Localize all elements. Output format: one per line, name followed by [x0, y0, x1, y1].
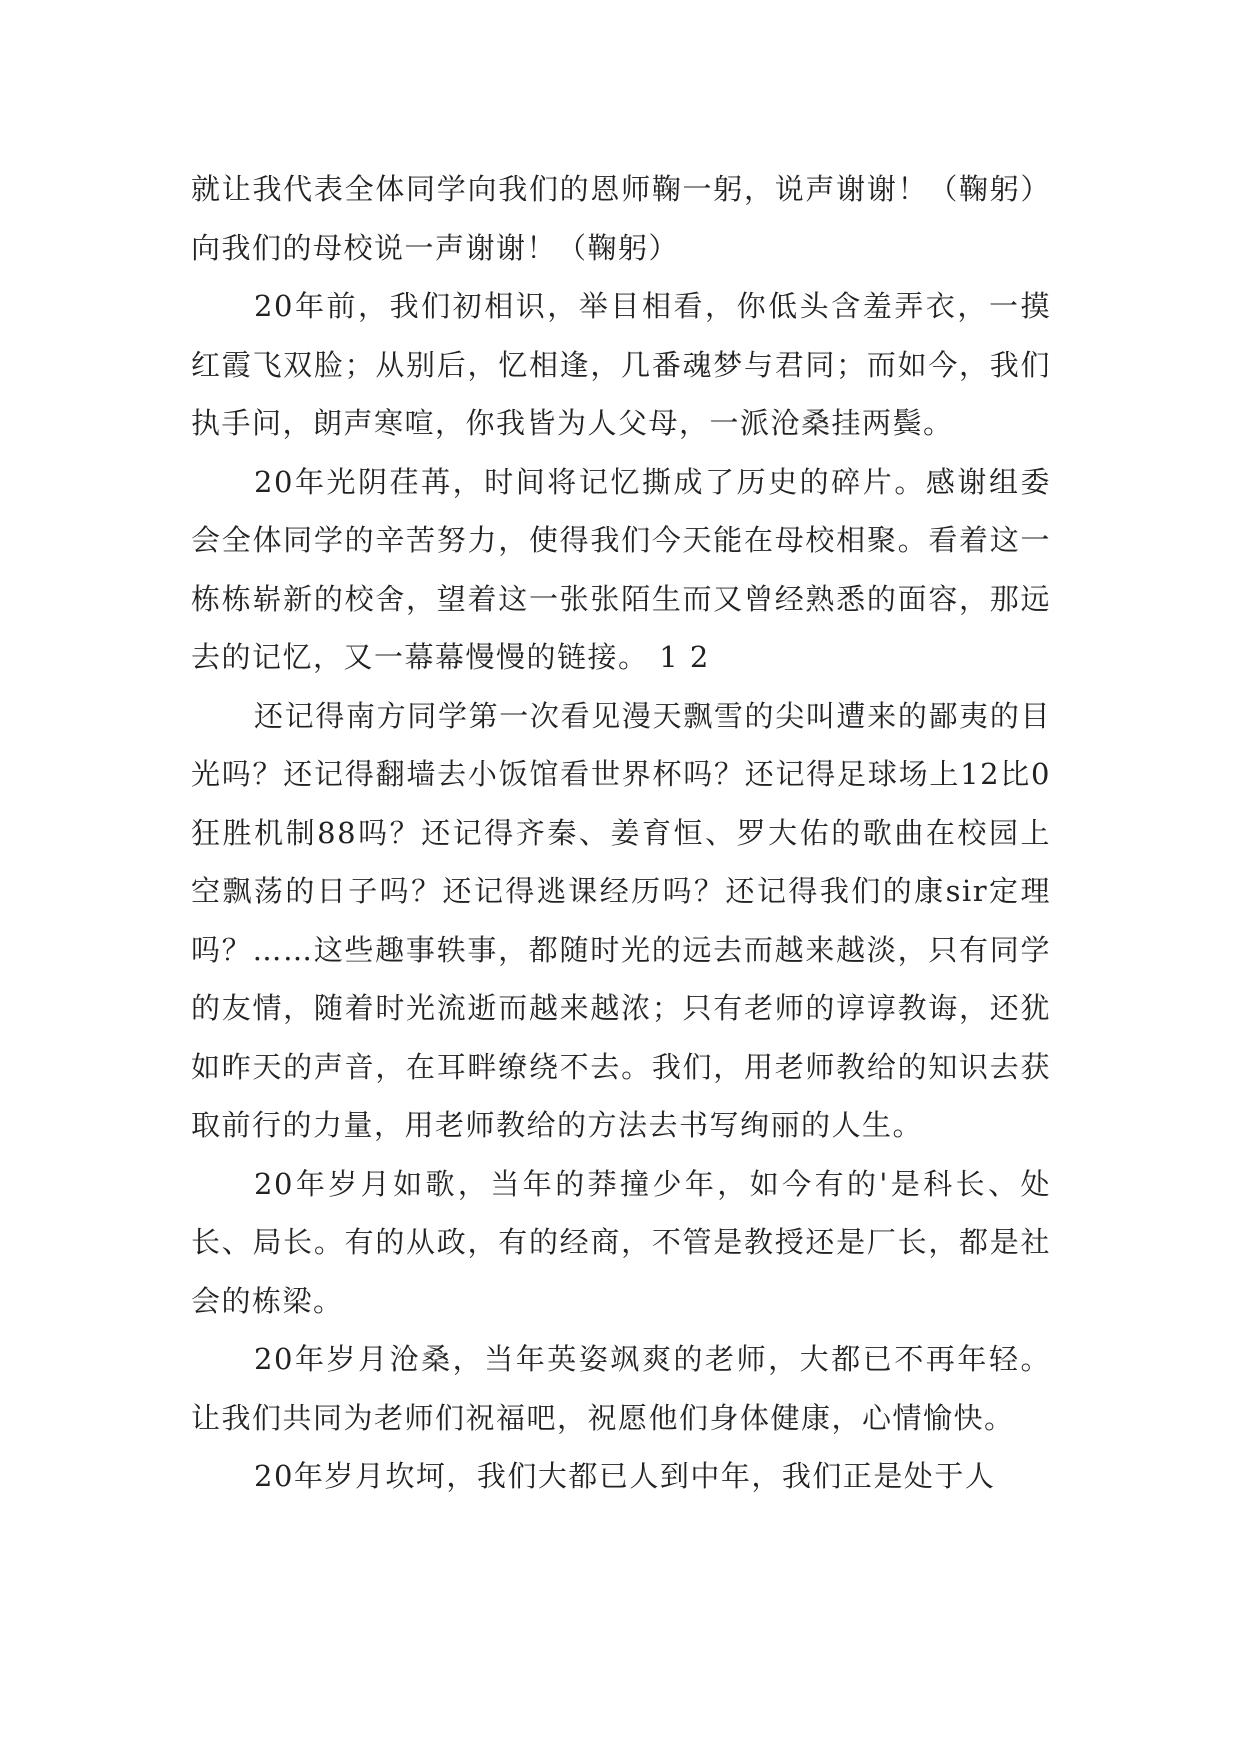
paragraph-1: 就让我代表全体同学向我们的恩师鞠一躬，说声谢谢！（鞠躬）向我们的母校说一声谢谢！（鞠躬）: [191, 172, 1051, 265]
paragraph-2: 20年前，我们初相识，举目相看，你低头含羞弄衣，一摸红霞飞双脸；从别后，忆相逢，几番魂梦与君同；而如今，我们执手问，朗声寒喧，你我皆为人父母，一派沧桑挂两鬓。: [191, 289, 1051, 440]
document-body: [191, 160, 1051, 1506]
paragraph-6: 20年岁月沧桑，当年英姿飒爽的老师，大都已不再年轻。让我们共同为老师们祝福吧，祝愿他们身体健康，心情愉快。: [191, 1342, 1051, 1435]
paragraph-4: 还记得南方同学第一次看见漫天飘雪的尖叫遭来的鄙夷的目光吗？还记得翻墙去小饭馆看世界杯吗？还记得足球场上12比0狂胜机制88吗？还记得齐秦、姜育恒、罗大佑的歌曲在校园上空飘荡的日子吗？还记得逃课经历吗？还记得我们的康sir定理吗？……这些趣事轶事，都随时光的远去而越来越淡，只有同学的友情，随着时光流逝而越来越浓；只有老师的谆谆教诲，还犹如昨天的声音，在耳畔缭绕不去。我们，用老师教给的知识去获取前行的力量，用老师教给的方法去书写绚丽的人生。: [191, 698, 1051, 1142]
paragraph-7: 20年岁月坎坷，我们大都已人到中年，我们正是处于人: [254, 1459, 996, 1493]
paragraph-3: 20年光阴荏苒，时间将记忆撕成了历史的碎片。感谢组委会全体同学的辛苦努力，使得我们今天能在母校相聚。看着这一栋栋崭新的校舍，望着这一张张陌生而又曾经熟悉的面容，那远去的记忆，又一幕幕慢慢的链接。 1 2: [191, 464, 1051, 674]
paragraph-5: 20年岁月如歌，当年的莽撞少年，如今有的'是科长、处长、局长。有的从政，有的经商，不管是教授还是厂长，都是社会的栋梁。: [191, 1166, 1051, 1318]
